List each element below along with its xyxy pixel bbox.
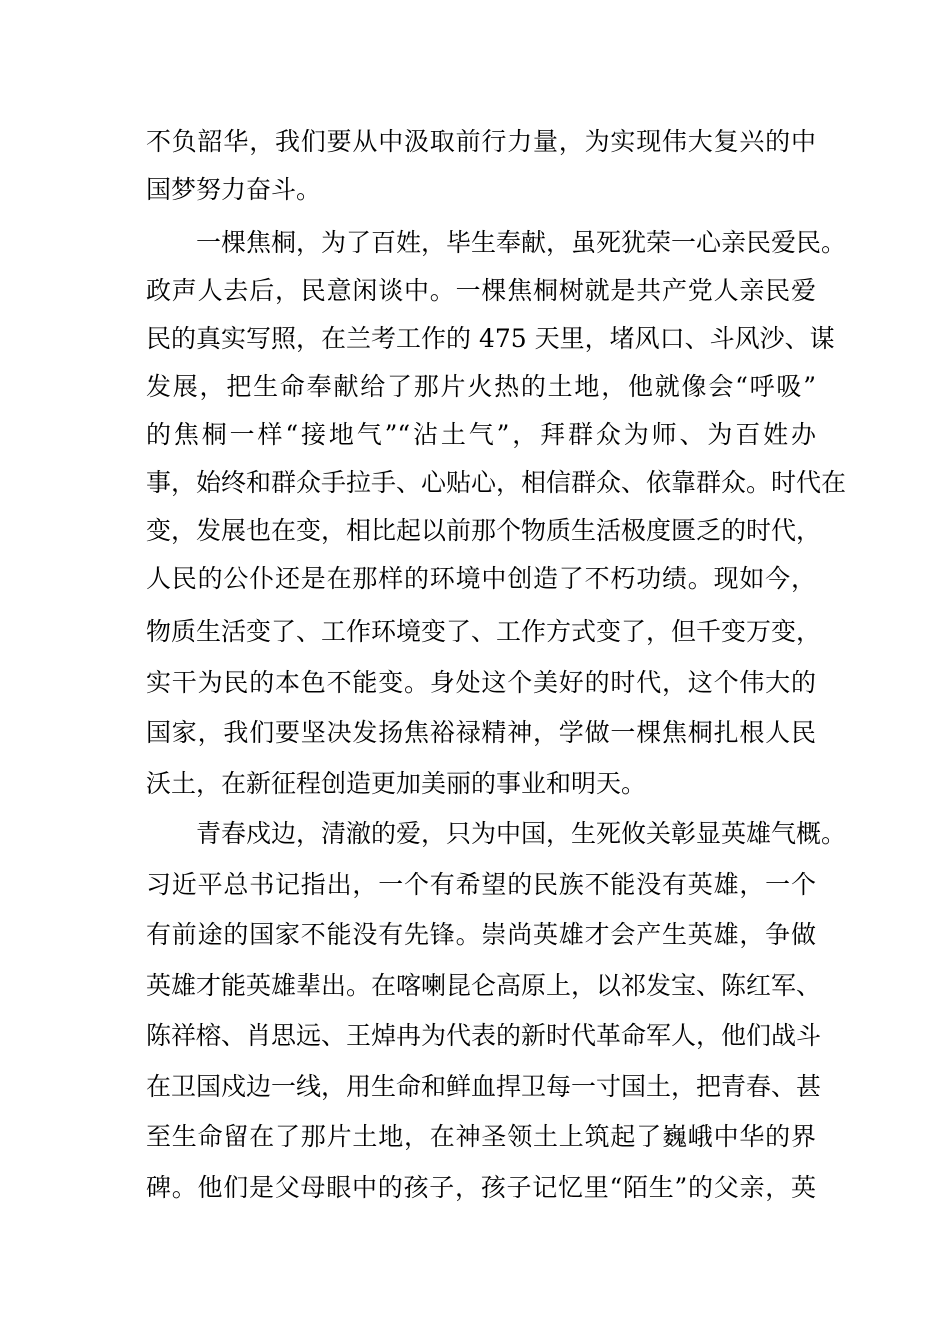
- text-line: 不负韶华，我们要从中汲取前行力量，为实现伟大复兴的中: [146, 127, 816, 156]
- text-line: 事，始终和群众手拉手、心贴心，相信群众、依靠群众。时代在: [146, 468, 847, 497]
- text-line: 变，发展也在变，相比起以前那个物质生活极度匮乏的时代，: [146, 516, 822, 545]
- text-line: 青春戍边，清澈的爱，只为中国，生死攸关彰显英雄气概。: [196, 819, 847, 848]
- text-line: 国家，我们要坚决发扬焦裕禄精神，学做一棵焦桐扎根人民: [146, 718, 816, 747]
- text-line: 民的真实写照，在兰考工作的 475 天里，堵风口、斗风沙、谋: [146, 324, 835, 353]
- text-line: 发展，把生命奉献给了那片火热的土地，他就像会“呼吸”: [146, 372, 816, 401]
- text-line: 至生命留在了那片土地，在神圣领土上筑起了巍峨中华的界: [146, 1122, 816, 1151]
- text-line: 人民的公仆还是在那样的环境中创造了不朽功绩。现如今，: [146, 564, 816, 593]
- text-line: 国梦努力奋斗。: [146, 175, 322, 204]
- text-line: 在卫国戍边一线，用生命和鲜血捍卫每一寸国土，把青春、甚: [146, 1072, 822, 1101]
- text-line: 陈祥榕、肖思远、王焯冉为代表的新时代革命军人，他们战斗: [146, 1021, 822, 1050]
- text-line: 的焦桐一样“接地气”“沾土气”，拜群众为师、为百姓办: [146, 420, 816, 449]
- text-line: 习近平总书记指出，一个有希望的民族不能没有英雄，一个: [146, 870, 816, 899]
- text-line: 政声人去后，民意闲谈中。一棵焦桐树就是共产党人亲民爱: [146, 276, 816, 305]
- text-line: 沃土，在新征程创造更加美丽的事业和明天。: [146, 769, 647, 798]
- text-line: 一棵焦桐，为了百姓，毕生奉献，虽死犹荣一心亲民爱民。: [196, 228, 847, 257]
- text-line: 有前途的国家不能没有先锋。崇尚英雄才会产生英雄，争做: [146, 920, 816, 949]
- text-line: 实干为民的本色不能变。身处这个美好的时代，这个伟大的: [146, 668, 816, 697]
- text-line: 英雄才能英雄辈出。在喀喇昆仑高原上，以祁发宝、陈红军、: [146, 971, 822, 1000]
- text-line: 碑。他们是父母眼中的孩子，孩子记忆里“陌生”的父亲，英: [146, 1173, 816, 1202]
- text-line: 物质生活变了、工作环境变了、工作方式变了，但千变万变，: [146, 617, 822, 646]
